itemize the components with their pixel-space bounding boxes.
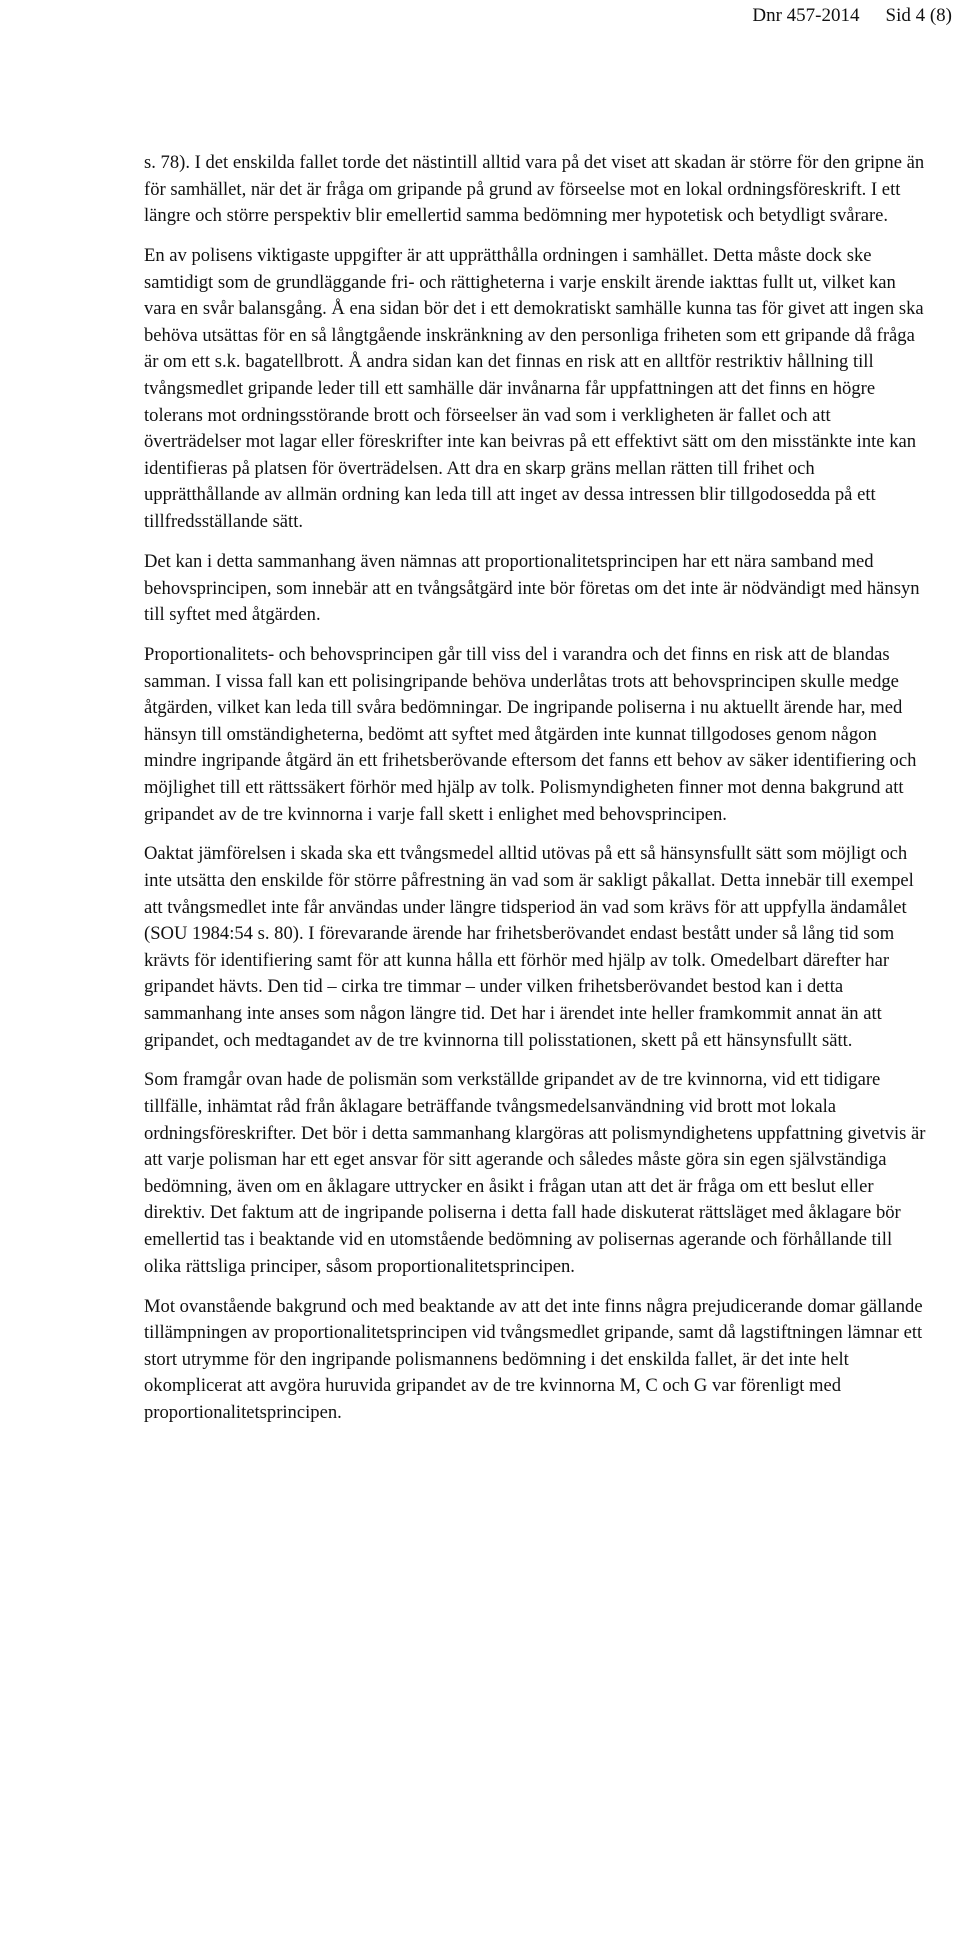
page-header bbox=[752, 4, 952, 28]
paragraph-2: En av polisens viktigaste uppgifter är att upprätthålla ordningen i samhället. Detta måste dock ske samtidigt som de grundläggande fri- och rättigheterna i varje enskilt ärende iakttas fullt ut, vilket kan vara en svår balansgång. Å ena sidan bör det i ett demokratiskt samhälle kunna tas för givet att ingen ska behöva utsättas för en så långtgående inskränkning av den personliga friheten som ett gripande då fråga är om ett s.k. bagatellbrott. Å andra sidan kan det finnas en risk att en alltför restriktiv hållning till tvångsmedlet gripande leder till ett samhälle där invånarna får uppfattningen att det finns en högre tolerans mot ordningsstörande brott och förseelser än vad som i verkligheten är fallet och att överträdelser mot lagar eller föreskrifter inte kan beivras på ett effektivt sätt om den misstänkte inte kan identifieras på platsen för överträdelsen. Att dra en skarp gräns mellan rätten till frihet och upprätthållande av allmän ordning kan leda till att inget av dessa intressen blir tillgodosedda på ett tillfredsställande sätt. bbox=[144, 245, 924, 533]
paragraph-5: Oaktat jämförelsen i skada ska ett tvångsmedel alltid utövas på ett så hänsynsfullt sätt som möjligt och inte utsätta den enskilde för större påfrestning än vad som är sakligt påkallat. Detta innebär till exempel att tvångsmedlet inte får användas under längre tidsperiod än vad som krävs för att uppfylla ändamålet (SOU 1984:54 s. 80). I förevarande ärende har frihetsberövandet endast bestått under så lång tid som krävts för identifiering samt för att kunna hålla ett förhör med hjälp av tolk. Omedelbart därefter har gripandet hävts. Den tid – cirka tre timmar – under vilken frihetsberövandet bestod kan i detta sammanhang inte anses som någon längre tid. Det har i ärendet inte heller framkommit annat än att gripandet, och medtagandet av de tre kvinnorna till polisstationen, skett på ett hänsynsfullt sätt. bbox=[144, 843, 914, 1051]
paragraph-7: Mot ovanstående bakgrund och med beaktande av att det inte finns några prejudicerande domar gällande tillämpningen av proportionalitetsprincipen vid tvångsmedlet gripande, samt då lagstiftningen lämnar ett stort utrymme för den ingripande polismannens bedömning i det enskilda fallet, är det inte helt okomplicerat att avgöra huruvida gripandet av de tre kvinnorna M, C och G var förenligt med proportionalitetsprincipen. bbox=[144, 1295, 923, 1423]
paragraph-1: s. 78). I det enskilda fallet torde det nästintill alltid vara på det viset att skadan är större för den gripne än för samhället, när det är fråga om gripande på grund av förseelse mot en lokal ordningsföreskrift. I ett längre och större perspektiv blir emellertid samma bedömning mer hypotetisk och betydligt svårare. bbox=[144, 152, 925, 227]
document-body bbox=[144, 150, 930, 1440]
paragraph-3: Det kan i detta sammanhang även nämnas att proportionalitetsprincipen har ett nära samband med behovsprincipen, som innebär att en tvångsåtgärd inte bör företas om det inte är nödvändigt med hänsyn till syftet med åtgärden. bbox=[144, 550, 920, 626]
paragraph-6: Som framgår ovan hade de polismän som verkställde gripandet av de tre kvinnorna, vid ett tidigare tillfälle, inhämtat råd från åklagare beträffande tvångsmedelsanvändning vid brott mot lokala ordningsföreskrifter. Det bör i detta sammanhang klargöras att polismyndighetens uppfattning givetvis är att varje polisman har ett eget ansvar för sitt agerande och således måste göra sin egen självständiga bedömning, även om en åklagare uttrycker en åsikt i frågan utan att det är fråga om ett beslut eller direktiv. Det faktum att de ingripande poliserna i detta fall hade diskuterat rättsläget med åklagare bör emellertid tas i beaktande vid en utomstående bedömning av polisernas agerande och förhållande till olika rättsliga principer, såsom proportionalitetsprincipen. bbox=[144, 1069, 926, 1277]
paragraph-4: Proportionalitets- och behovsprincipen går till viss del i varandra och det finns en risk att de blandas samman. I vissa fall kan ett polisingripande behöva underlåtas trots att behovsprincipen skulle medge åtgärden, vilket kan leda till svåra bedömningar. De ingripande poliserna i nu aktuellt ärende har, med hänsyn till omständigheterna, bedömt att syftet med åtgärden inte kunnat tillgodoses genom någon mindre ingripande åtgärd än ett frihetsberövande eftersom det fanns ett behov av säker identifiering och möjlighet till ett rättssäkert förhör med hjälp av tolk. Polismyndigheten finner mot denna bakgrund att gripandet av de tre kvinnorna i varje fall skett i enlighet med behovsprincipen. bbox=[144, 643, 917, 825]
diary-number: Dnr 457-2014 bbox=[752, 5, 860, 26]
page-number: Sid 4 (8) bbox=[885, 5, 952, 26]
